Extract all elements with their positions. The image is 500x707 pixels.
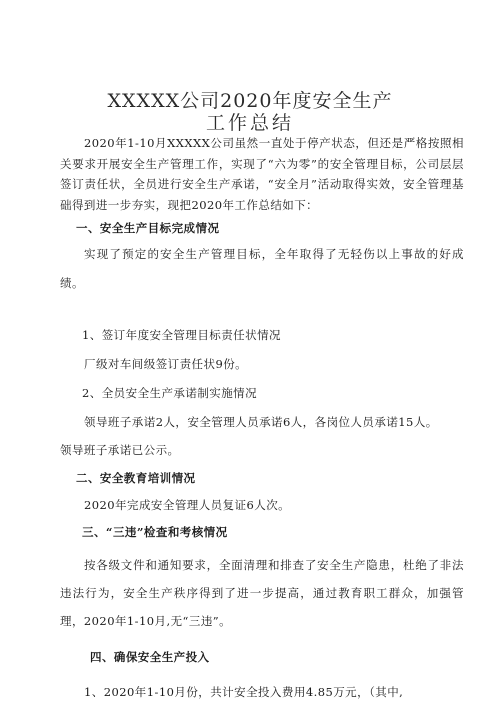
- section1-paragraph: 实现了预定的安全生产管理目标，全年取得了无轻伤以上事故的好成绩。: [60, 247, 464, 290]
- document-title-line2: 工作总结: [205, 112, 294, 134]
- intro-paragraph: 2020年1-10月XXXXX公司虽然一直处于停产状态，但还是严格按照相关要求开展安全生产管理工作，实现了“六为零”的安全管理目标，公司层层签订责任状，全员进行安全生产承诺，“安全月”活动取得实效，安全管理基础得到进一步夯实，现把2020年工作总结如下：: [60, 136, 464, 212]
- document-title: XXXXX公司2020年度安全生产: [107, 90, 393, 112]
- section4-text: 1、2020年1-10月份，共计安全投入费用4.85万元，（其中,: [84, 685, 404, 699]
- item2-heading: 2、全员安全生产承诺制实施情况: [82, 386, 258, 400]
- section1-heading: 一、安全生产目标完成情况: [76, 221, 220, 235]
- item2-text2: 领导班子承诺已公示。: [60, 443, 180, 457]
- section2-heading: 二、安全教育培训情况: [76, 471, 196, 485]
- item1-heading: 1、签订年度安全管理目标责任状情况: [82, 328, 281, 342]
- item2-text: 领导班子承诺2人，安全管理人员承诺6人，各岗位人员承诺15人。: [84, 415, 438, 429]
- item1-text: 厂级对车间级签订责任状9份。: [84, 357, 248, 371]
- section4-heading: 四、确保安全生产投入: [90, 650, 210, 664]
- section3-paragraph: 按各级文件和通知要求，全面清理和排查了安全生产隐患，杜绝了非法违法行为，安全生产秩序得到了进一步提高，通过教育职工群众，加强管理，2020年1-10月,无“三违”。: [60, 558, 464, 628]
- section3-heading: 三、“三违”检查和考核情况: [82, 525, 228, 539]
- section2-text: 2020年完成安全管理人员复证6人次。: [84, 498, 291, 512]
